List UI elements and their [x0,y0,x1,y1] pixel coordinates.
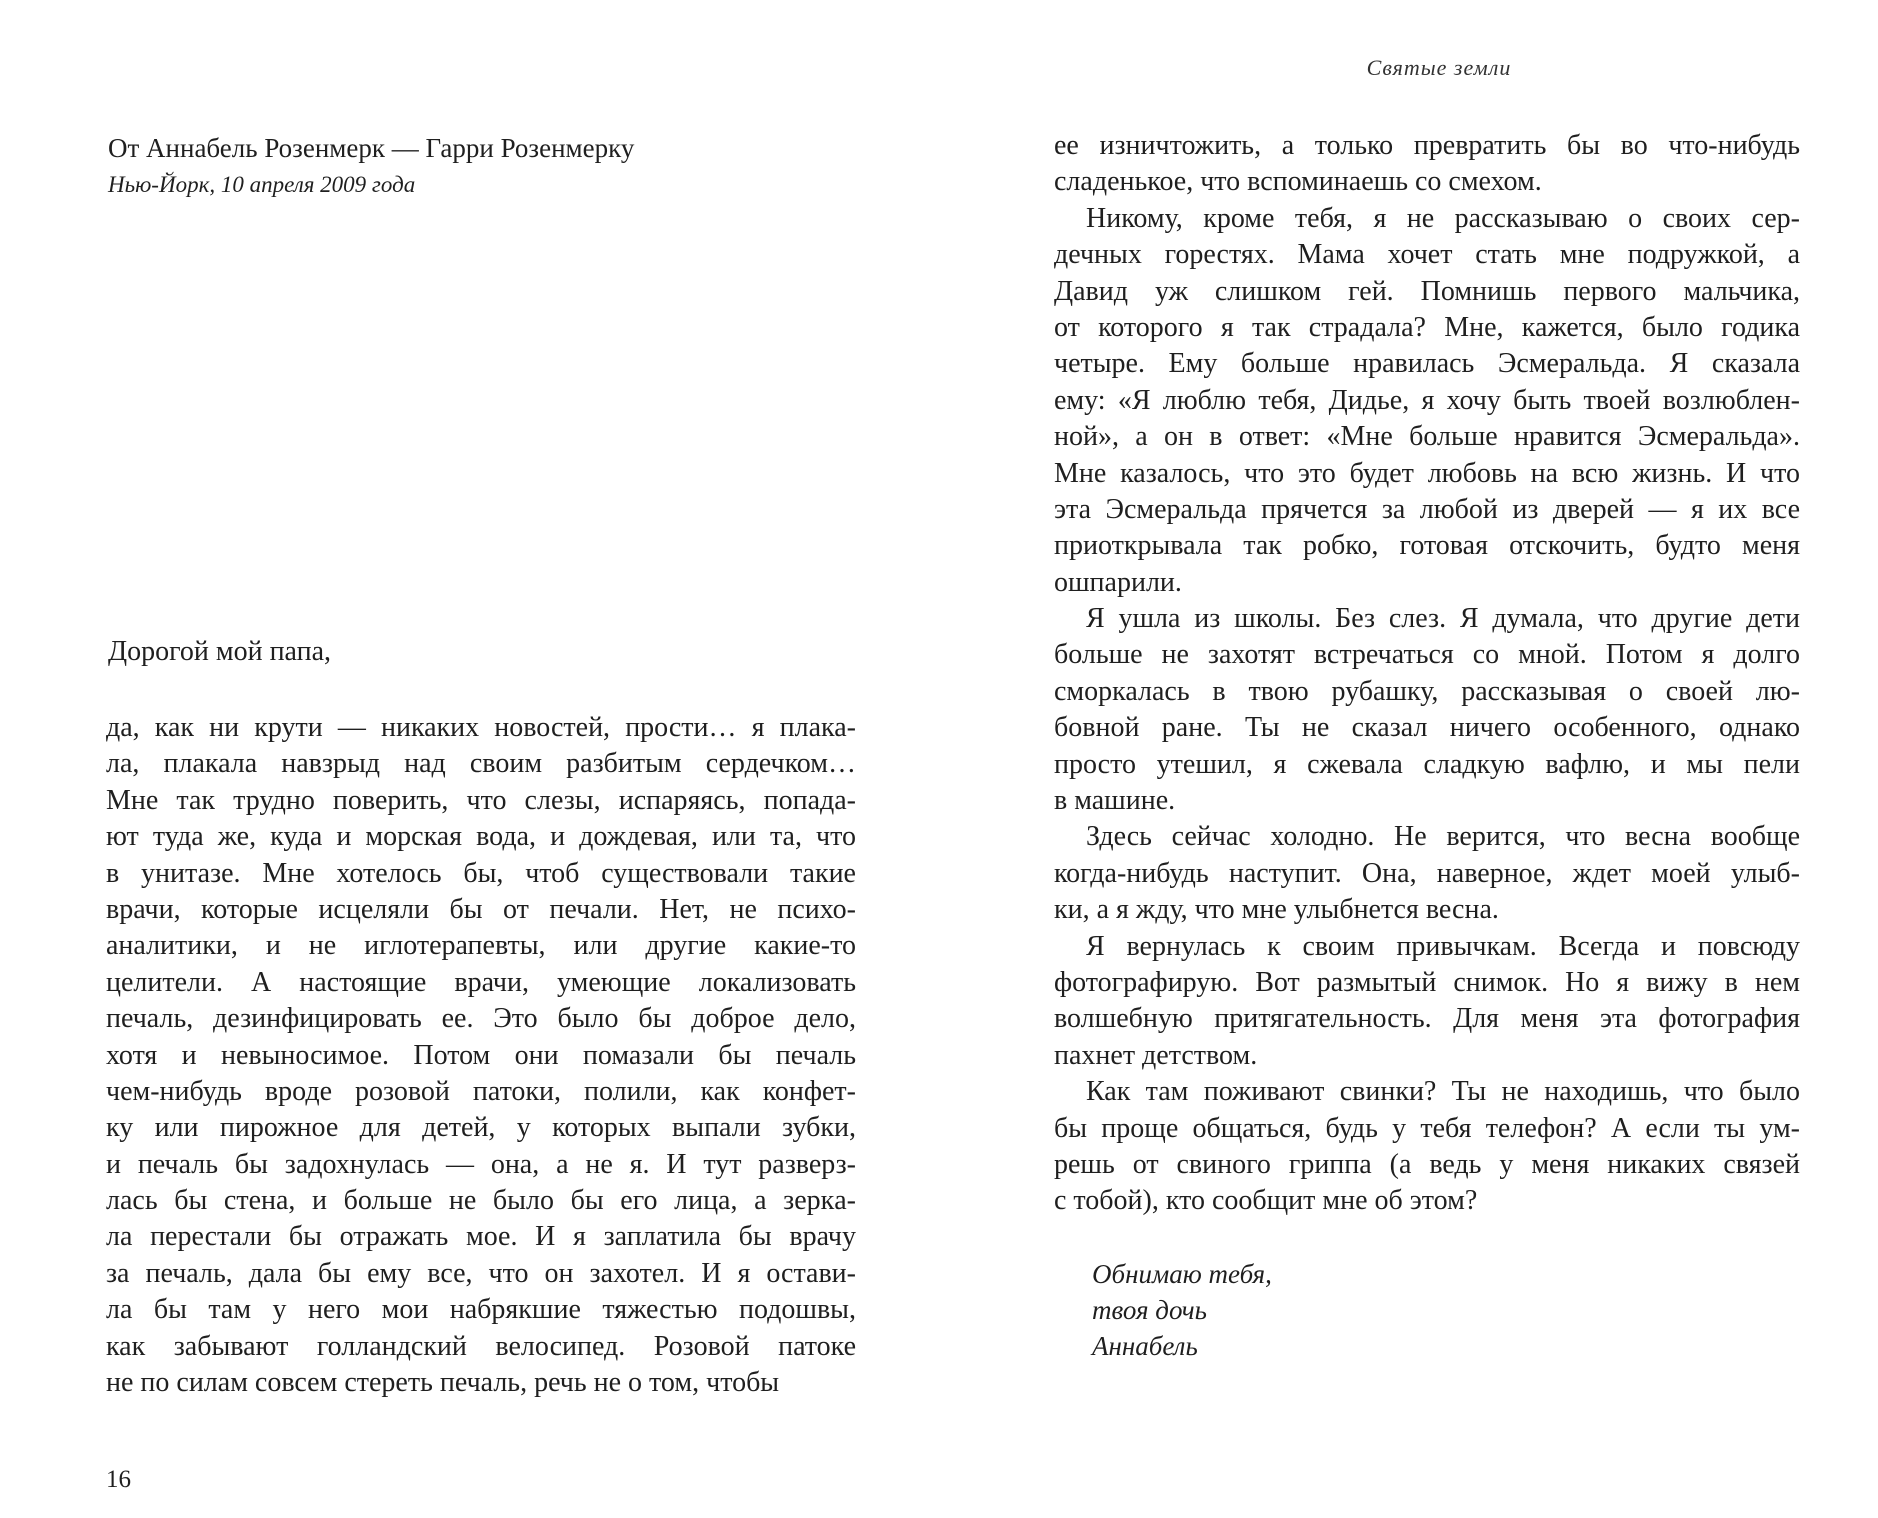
text-line: хотя и невыносимое. Потом они помазали бы печаль [106,1039,856,1071]
letter-from: От Аннабель Розенмерк — Гарри Розенмерку [108,133,635,163]
text-line: печаль, дезинфицировать ее. Это было бы доброе дело, [106,1003,856,1035]
salutation: Дорогой мой папа, [108,636,332,667]
text-line: ла перестали бы отражать мое. И я заплатила бы врачу [106,1221,856,1253]
text-line: и печаль бы задохнулась — она, а не я. И тут разверз- [106,1148,856,1180]
text-line: сладенькое, что вспоминаешь со смехом. [1054,166,1542,198]
letter-header [108,128,868,202]
text-line: ной», а он в ответ: «Мне больше нравится Эсмеральда». [1054,421,1800,453]
text-line: бы проще общаться, будь у тебя телефон? А если ты ум- [1054,1112,1800,1144]
text-line: в унитазе. Мне хотелось бы, чтоб существовали такие [106,857,856,889]
page-number: 16 [106,1466,131,1493]
text-line: ошпарили. [1054,566,1182,598]
text-line: как забывают голландский велосипед. Розовой патоке [106,1330,856,1362]
text-line: чем-нибудь вроде розовой патоки, полили, как конфет- [106,1075,856,1107]
text-line: Мне казалось, что это будет любовь на всю жизнь. И что [1054,457,1800,489]
text-line: не по силам совсем стереть печаль, речь не о том, чтобы [106,1367,780,1399]
text-line: Я вернулась к своим привычкам. Всегда и повсюду [1086,930,1800,962]
text-line: ку или пирожное для детей, у которых выпали зубки, [106,1112,856,1144]
text-line: Я ушла из школы. Без слез. Я думала, что другие дети [1086,603,1800,635]
text-line: от которого я так страдала? Мне, кажется, было годика [1054,311,1800,343]
closing-line: твоя дочь [1092,1295,1207,1325]
text-line: когда-нибудь наступит. Она, наверное, ждет моей улыб- [1054,857,1800,889]
text-line: за печаль, дала бы ему все, что он захотел. И я остави- [106,1257,856,1289]
text-line: ему: «Я люблю тебя, Дидье, я хочу быть твоей возлюблен- [1054,384,1800,416]
text-line: с тобой), кто сообщит мне об этом? [1054,1185,1478,1217]
text-line: ют туда же, куда и морская вода, и дождевая, или та, что [106,821,856,853]
text-line: Никому, кроме тебя, я не рассказываю о своих сер- [1086,202,1800,234]
text-line: целители. А настоящие врачи, умеющие локализовать [106,966,856,998]
text-line: Мне так трудно поверить, что слезы, испаряясь, попада- [106,784,856,816]
text-line: больше не захотят встречаться со мной. Потом я долго [1054,639,1800,671]
text-line: бовной ране. Ты не сказал ничего особенного, однако [1054,712,1800,744]
text-line: Как там поживают свинки? Ты не находишь, что было [1086,1076,1800,1108]
text-line: эта Эсмеральда прячется за любой из дверей — я их все [1054,493,1800,525]
text-line: фотографирую. Вот размытый снимок. Но я вижу в нем [1054,966,1800,998]
text-line: врачи, которые исцеляли бы от печали. Нет, не психо- [106,893,856,925]
right-body-text [1054,128,1800,1220]
text-line: решь от свиного гриппа (а ведь у меня никаких связей [1054,1148,1800,1180]
signature: Аннабель [1092,1331,1198,1361]
text-line: ее изничтожить, а только превратить бы во что-нибудь [1054,130,1800,161]
text-line: аналитики, и не иглотерапевты, или другие какие-то [106,930,856,962]
left-body-text [106,710,856,1401]
letter-place-date: Нью-Йорк, 10 апреля 2009 года [108,172,416,197]
text-line: просто утешил, я сжевала сладкую вафлю, и мы пели [1054,748,1800,780]
text-line: в машине. [1054,785,1176,817]
closing-line: Обнимаю тебя, [1092,1259,1272,1289]
text-line: четыре. Ему больше нравилась Эсмеральда. Я сказала [1054,348,1800,380]
text-line: волшебную притягательность. Для меня эта фотография [1054,1003,1800,1035]
text-line: Здесь сейчас холодно. Не верится, что весна вообще [1086,821,1800,853]
text-line: ки, а я жду, что мне улыбнется весна. [1054,894,1499,926]
letter-closing [1092,1256,1272,1364]
running-head: Святые земли [1366,55,1512,80]
text-line: дечных горестях. Мама хочет стать мне подружкой, а [1054,239,1800,271]
text-line: Давид уж слишком гей. Помнишь первого мальчика, [1054,275,1800,307]
text-line: приоткрывала так робко, готовая отскочить, будто меня [1054,530,1800,562]
text-line: сморкалась в твою рубашку, рассказывая о своей лю- [1054,675,1800,707]
text-line: ла, плакала навзрыд над своим разбитым сердечком… [106,748,856,780]
text-line: ла бы там у него мои набрякшие тяжестью подошвы, [106,1294,856,1326]
text-line: да, как ни крути — никаких новостей, прости… я плака- [106,712,856,743]
text-line: лась бы стена, и больше не было бы его лица, а зеркa- [106,1185,856,1217]
text-line: пахнет детством. [1054,1039,1258,1071]
